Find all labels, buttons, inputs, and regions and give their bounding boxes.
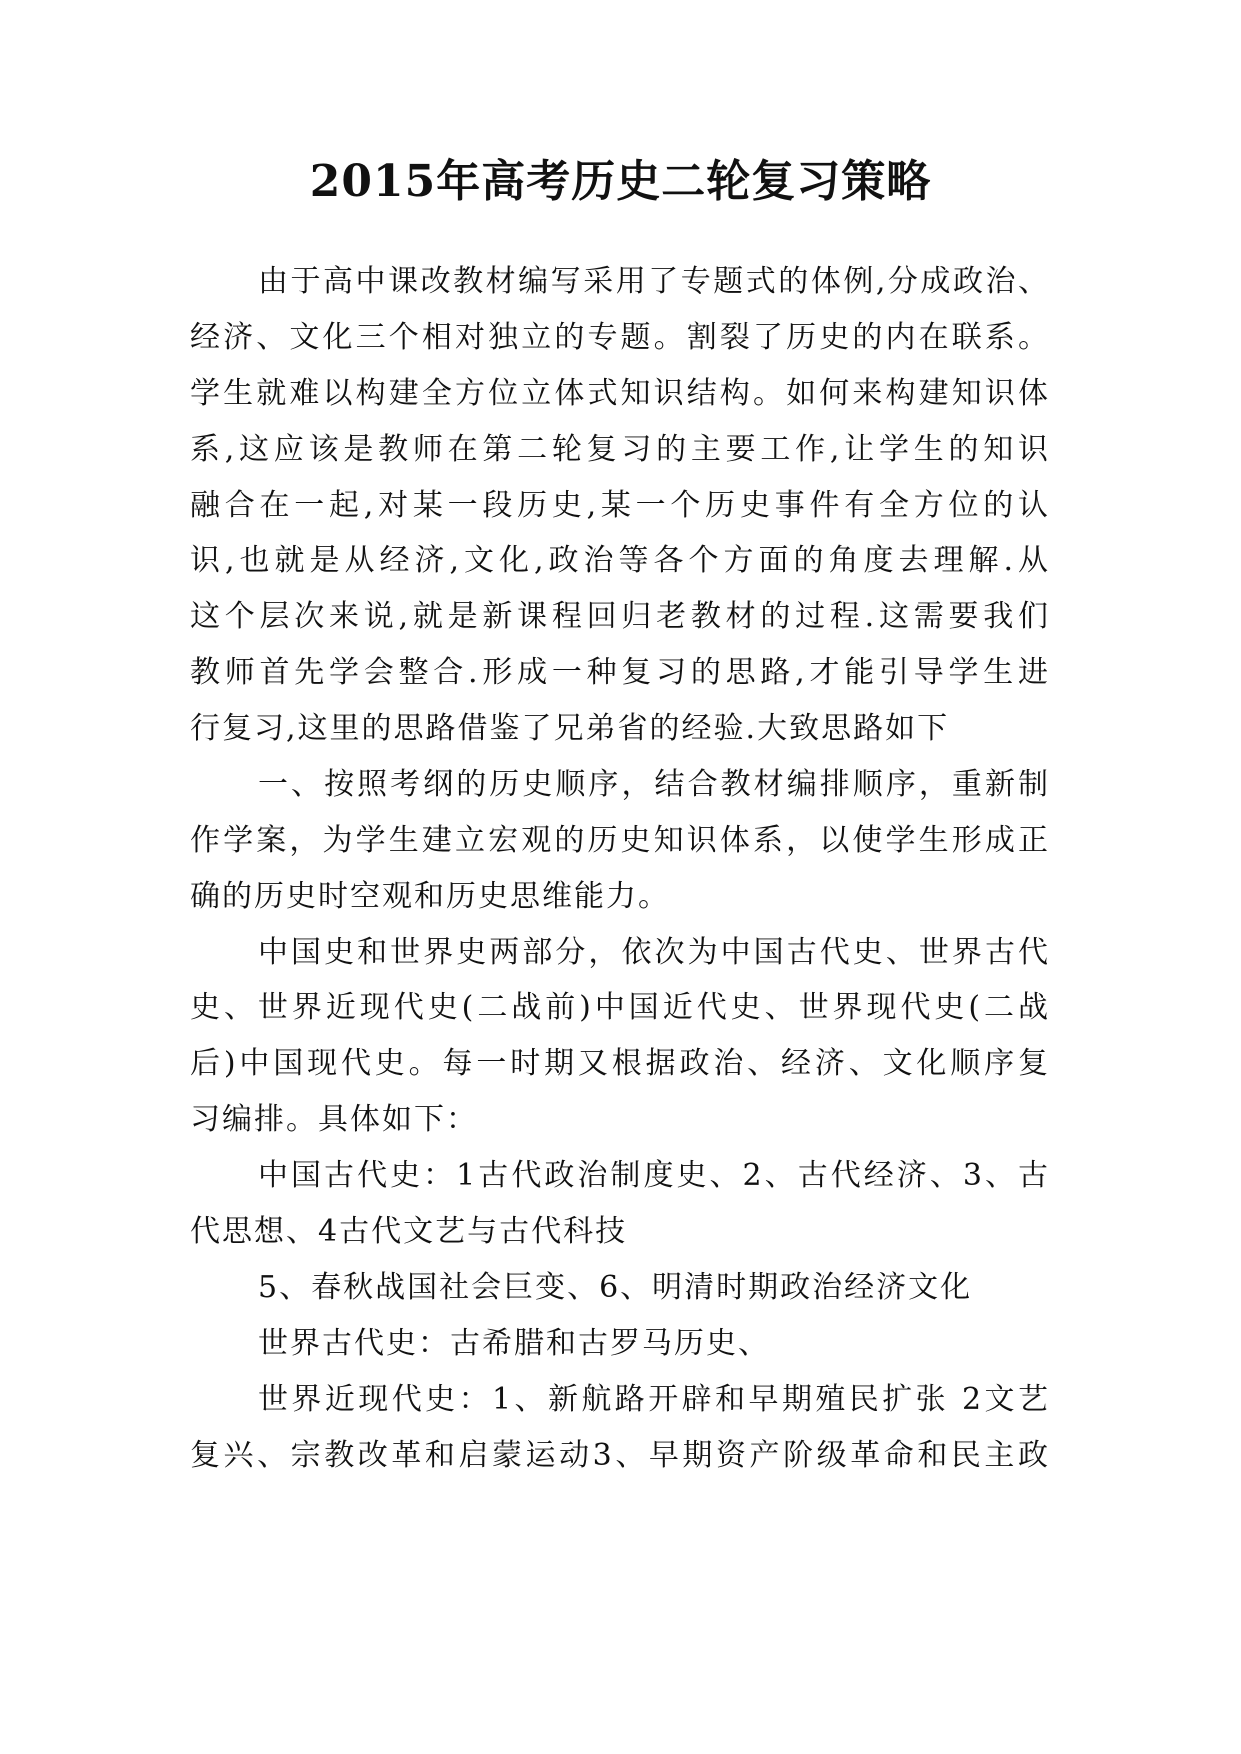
text-line: 融合在一起,对某一段历史,某一个历史事件有全方位的认 xyxy=(190,488,1050,523)
text-line: 习编排。具体如下： xyxy=(190,1102,478,1137)
text-line: 史、世界近现代史(二战前)中国近代史、世界现代史(二战 xyxy=(190,990,1050,1025)
text-line: 世界近现代史：1、新航路开辟和早期殖民扩张 2文艺 xyxy=(258,1382,1050,1417)
text-line: 经济、文化三个相对独立的专题。割裂了历史的内在联系。 xyxy=(190,320,1050,355)
text-line: 行复习,这里的思路借鉴了兄弟省的经验.大致思路如下 xyxy=(190,711,950,746)
text-line: 教师首先学会整合.形成一种复习的思路,才能引导学生进 xyxy=(190,655,1050,690)
text-line: 中国史和世界史两部分，依次为中国古代史、世界古代 xyxy=(258,935,1050,970)
text-line: 5、春秋战国社会巨变、6、明清时期政治经济文化 xyxy=(258,1270,973,1305)
text-line: 中国古代史：1古代政治制度史、2、古代经济、3、古 xyxy=(258,1158,1050,1193)
text-line: 学生就难以构建全方位立体式知识结构。如何来构建知识体 xyxy=(190,376,1050,411)
text-line: 后)中国现代史。每一时期又根据政治、经济、文化顺序复 xyxy=(190,1046,1050,1081)
text-line: 代思想、4古代文艺与古代科技 xyxy=(190,1214,628,1249)
text-line: 一、按照考纲的历史顺序，结合教材编排顺序，重新制 xyxy=(258,767,1050,802)
text-line: 作学案，为学生建立宏观的历史知识体系，以使学生形成正 xyxy=(190,823,1050,858)
document-title: 2015年高考历史二轮复习策略 xyxy=(309,156,932,207)
text-line: 系,这应该是教师在第二轮复习的主要工作,让学生的知识 xyxy=(190,432,1050,467)
text-line: 复兴、宗教改革和启蒙运动3、早期资产阶级革命和民主政 xyxy=(190,1438,1050,1473)
text-line: 确的历史时空观和历史思维能力。 xyxy=(190,879,670,914)
text-line: 由于高中课改教材编写采用了专题式的体例,分成政治、 xyxy=(258,264,1050,299)
text-line: 识,也就是从经济,文化,政治等各个方面的角度去理解.从 xyxy=(190,543,1050,578)
text-line: 世界古代史：古希腊和古罗马历史、 xyxy=(258,1326,770,1361)
text-line: 这个层次来说,就是新课程回归老教材的过程.这需要我们 xyxy=(190,599,1050,634)
